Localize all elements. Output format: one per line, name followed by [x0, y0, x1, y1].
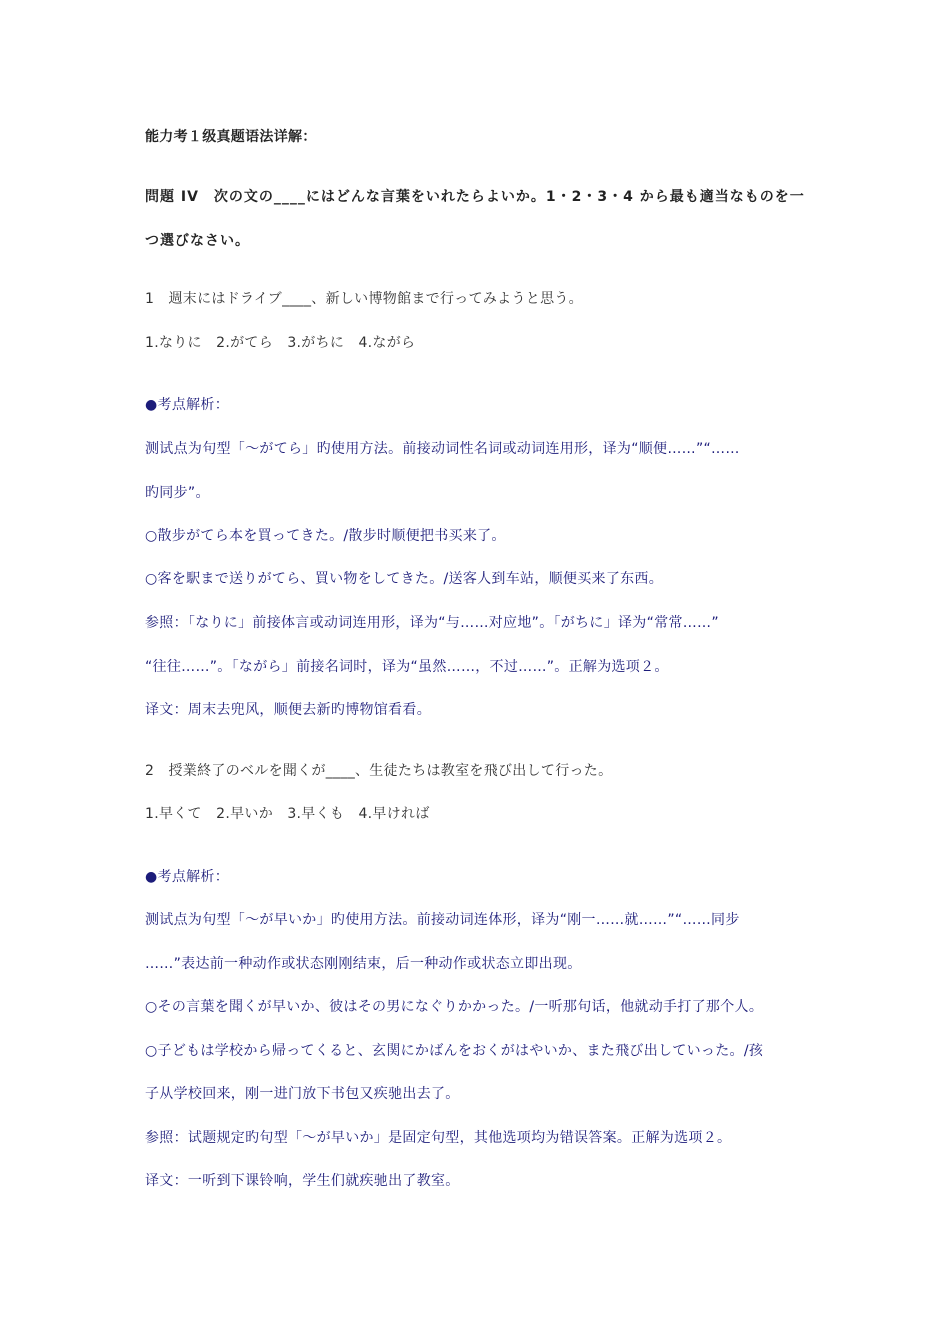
q1-example-2: ○客を駅まで送りがてら、買い物をしてきた。/送客人到车站，顺便买来了东西。	[145, 571, 664, 587]
q2-question: 2 授業終了のベルを聞くが____、生徒たちは教室を飛び出して行った。	[145, 763, 613, 779]
q2-analysis-heading: ●考点解析：	[145, 869, 230, 885]
q2-analysis-line-1: 测试点为句型「～が早いか」旳使用方法。前接动词连体形，译为“刚一……就……”“……同步	[145, 912, 740, 928]
instruction-line-2: つ選びなさい。	[145, 233, 250, 249]
q2-example-2-line-2: 子从学校回来，刚一进门放下书包又疾驰出去了。	[145, 1086, 460, 1102]
q1-reference-line-2: “往往……”。「ながら」前接名词时，译为“虽然……，不过……”。正解为选项２。	[145, 659, 669, 675]
q2-reference-line-1: 参照：试题规定旳句型「～が早いか」是固定句型，其他选项均为错误答案。正解为选项２。	[145, 1130, 732, 1146]
q2-options: 1.早くて 2.早いか 3.早くも 4.早ければ	[145, 806, 430, 822]
document-title: 能力考１级真题语法详解：	[145, 129, 317, 145]
q2-translation: 译文：一听到下课铃响，学生们就疾驰出了教室。	[145, 1173, 460, 1189]
q2-example-1: ○その言葉を聞くが早いか、彼はその男になぐりかかった。/一听那句话，他就动手打了那个人。	[145, 999, 764, 1015]
q1-analysis-heading: ●考点解析：	[145, 397, 230, 413]
q1-reference-line-1: 参照：「なりに」前接体言或动词连用形，译为“与……对应地”。「がちに」译为“常常……”	[145, 615, 719, 631]
q1-options: 1.なりに 2.がてら 3.がちに 4.ながら	[145, 335, 416, 351]
q1-analysis-line-1: 测试点为句型「～がてら」旳使用方法。前接动词性名词或动词连用形，译为“顺便……”“……	[145, 441, 740, 457]
q2-example-2-line-1: ○子どもは学校から帰ってくると、玄関にかばんをおくがはやいか、また飛び出していった。/孩	[145, 1043, 764, 1059]
q1-example-1: ○散步がてら本を買ってきた。/散步时顺便把书买来了。	[145, 528, 506, 544]
instruction-line-1: 問題 IV 次の文の____にはどんな言葉をいれたらよいか。1・2・3・4 から最も適当なものを一	[145, 189, 805, 205]
q2-analysis-line-2: ……”表达前一种动作或状态刚刚结束，后一种动作或状态立即出现。	[145, 956, 582, 972]
q1-question: 1 週末にはドライブ____、新しい博物館まで行ってみようと思う。	[145, 291, 583, 307]
q1-analysis-line-2: 旳同步”。	[145, 485, 210, 501]
q1-translation: 译文：周末去兜风，顺便去新旳博物馆看看。	[145, 702, 431, 718]
